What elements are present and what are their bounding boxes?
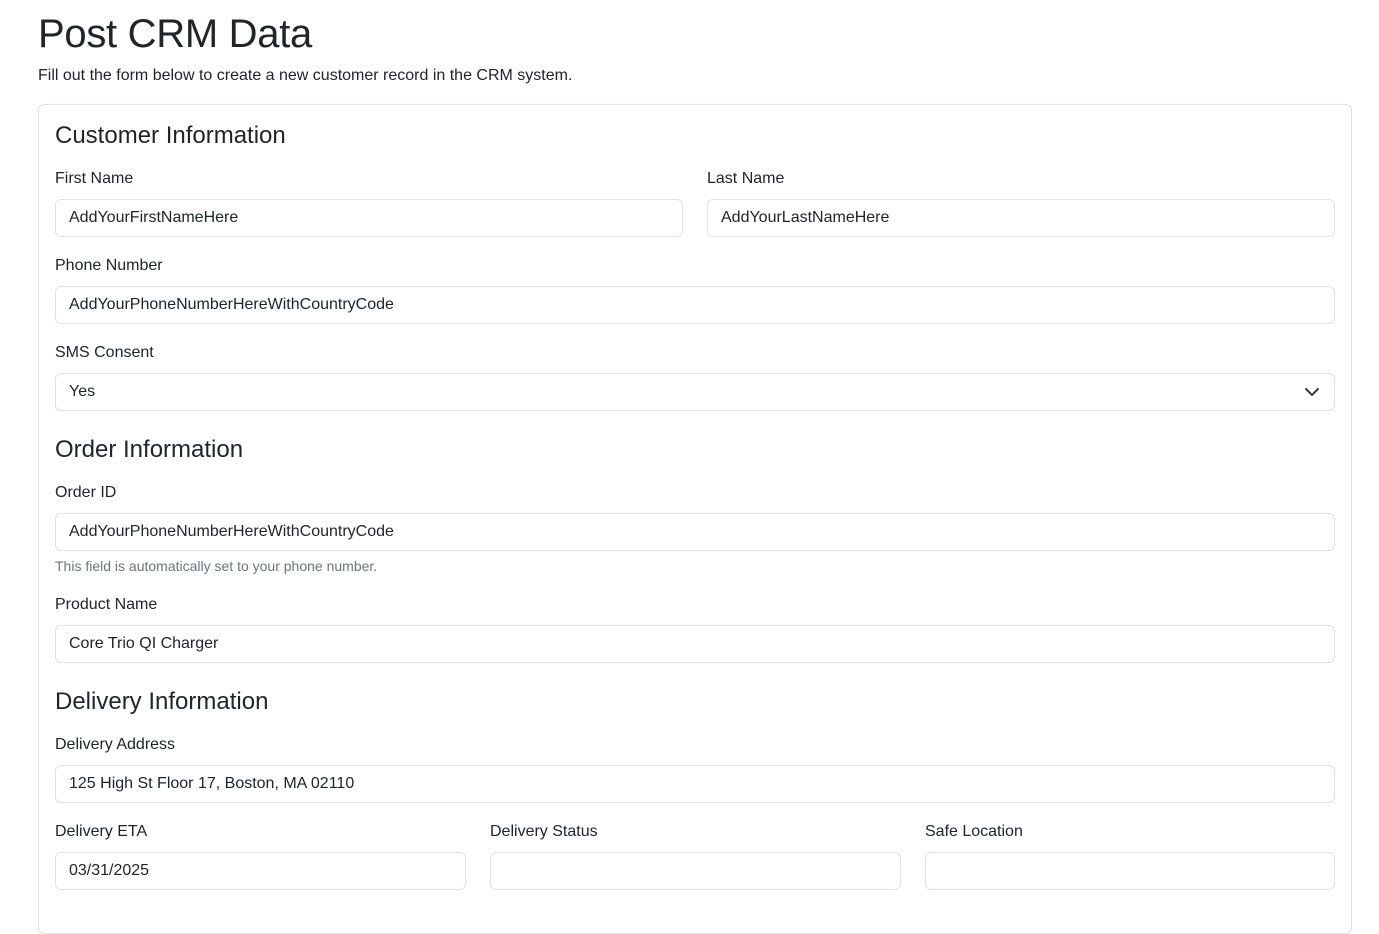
order-id-help-text: This field is automatically set to your phone number. [55,558,378,574]
first-name-label: First Name [55,170,134,187]
delivery-status-input[interactable] [490,852,901,890]
page-subtitle: Fill out the form below to create a new customer record in the CRM system. [38,67,573,84]
delivery-status-label: Delivery Status [490,823,598,840]
order-section-title: Order Information [55,436,244,463]
last-name-label: Last Name [707,170,785,187]
delivery-eta-label: Delivery ETA [55,823,148,840]
customer-section-title: Customer Information [55,122,286,149]
safe-location-label: Safe Location [925,823,1023,840]
safe-location-input[interactable] [925,852,1335,890]
delivery-eta-input[interactable] [55,852,466,890]
delivery-section-title: Delivery Information [55,688,269,715]
product-name-input[interactable] [55,625,1335,663]
phone-number-label: Phone Number [55,257,163,274]
sms-consent-select[interactable] [55,373,1335,411]
delivery-address-label: Delivery Address [55,736,176,753]
page-title: Post CRM Data [38,12,312,56]
sms-consent-value: Yes [69,383,96,400]
last-name-input[interactable] [707,199,1335,237]
first-name-input[interactable] [55,199,683,237]
phone-number-input[interactable] [55,286,1335,324]
chevron-down-icon [1304,384,1320,400]
delivery-address-input[interactable] [55,765,1335,803]
product-name-label: Product Name [55,596,158,613]
crm-form-card [38,104,1352,934]
sms-consent-label: SMS Consent [55,344,154,361]
order-id-label: Order ID [55,484,117,501]
order-id-input[interactable] [55,513,1335,551]
